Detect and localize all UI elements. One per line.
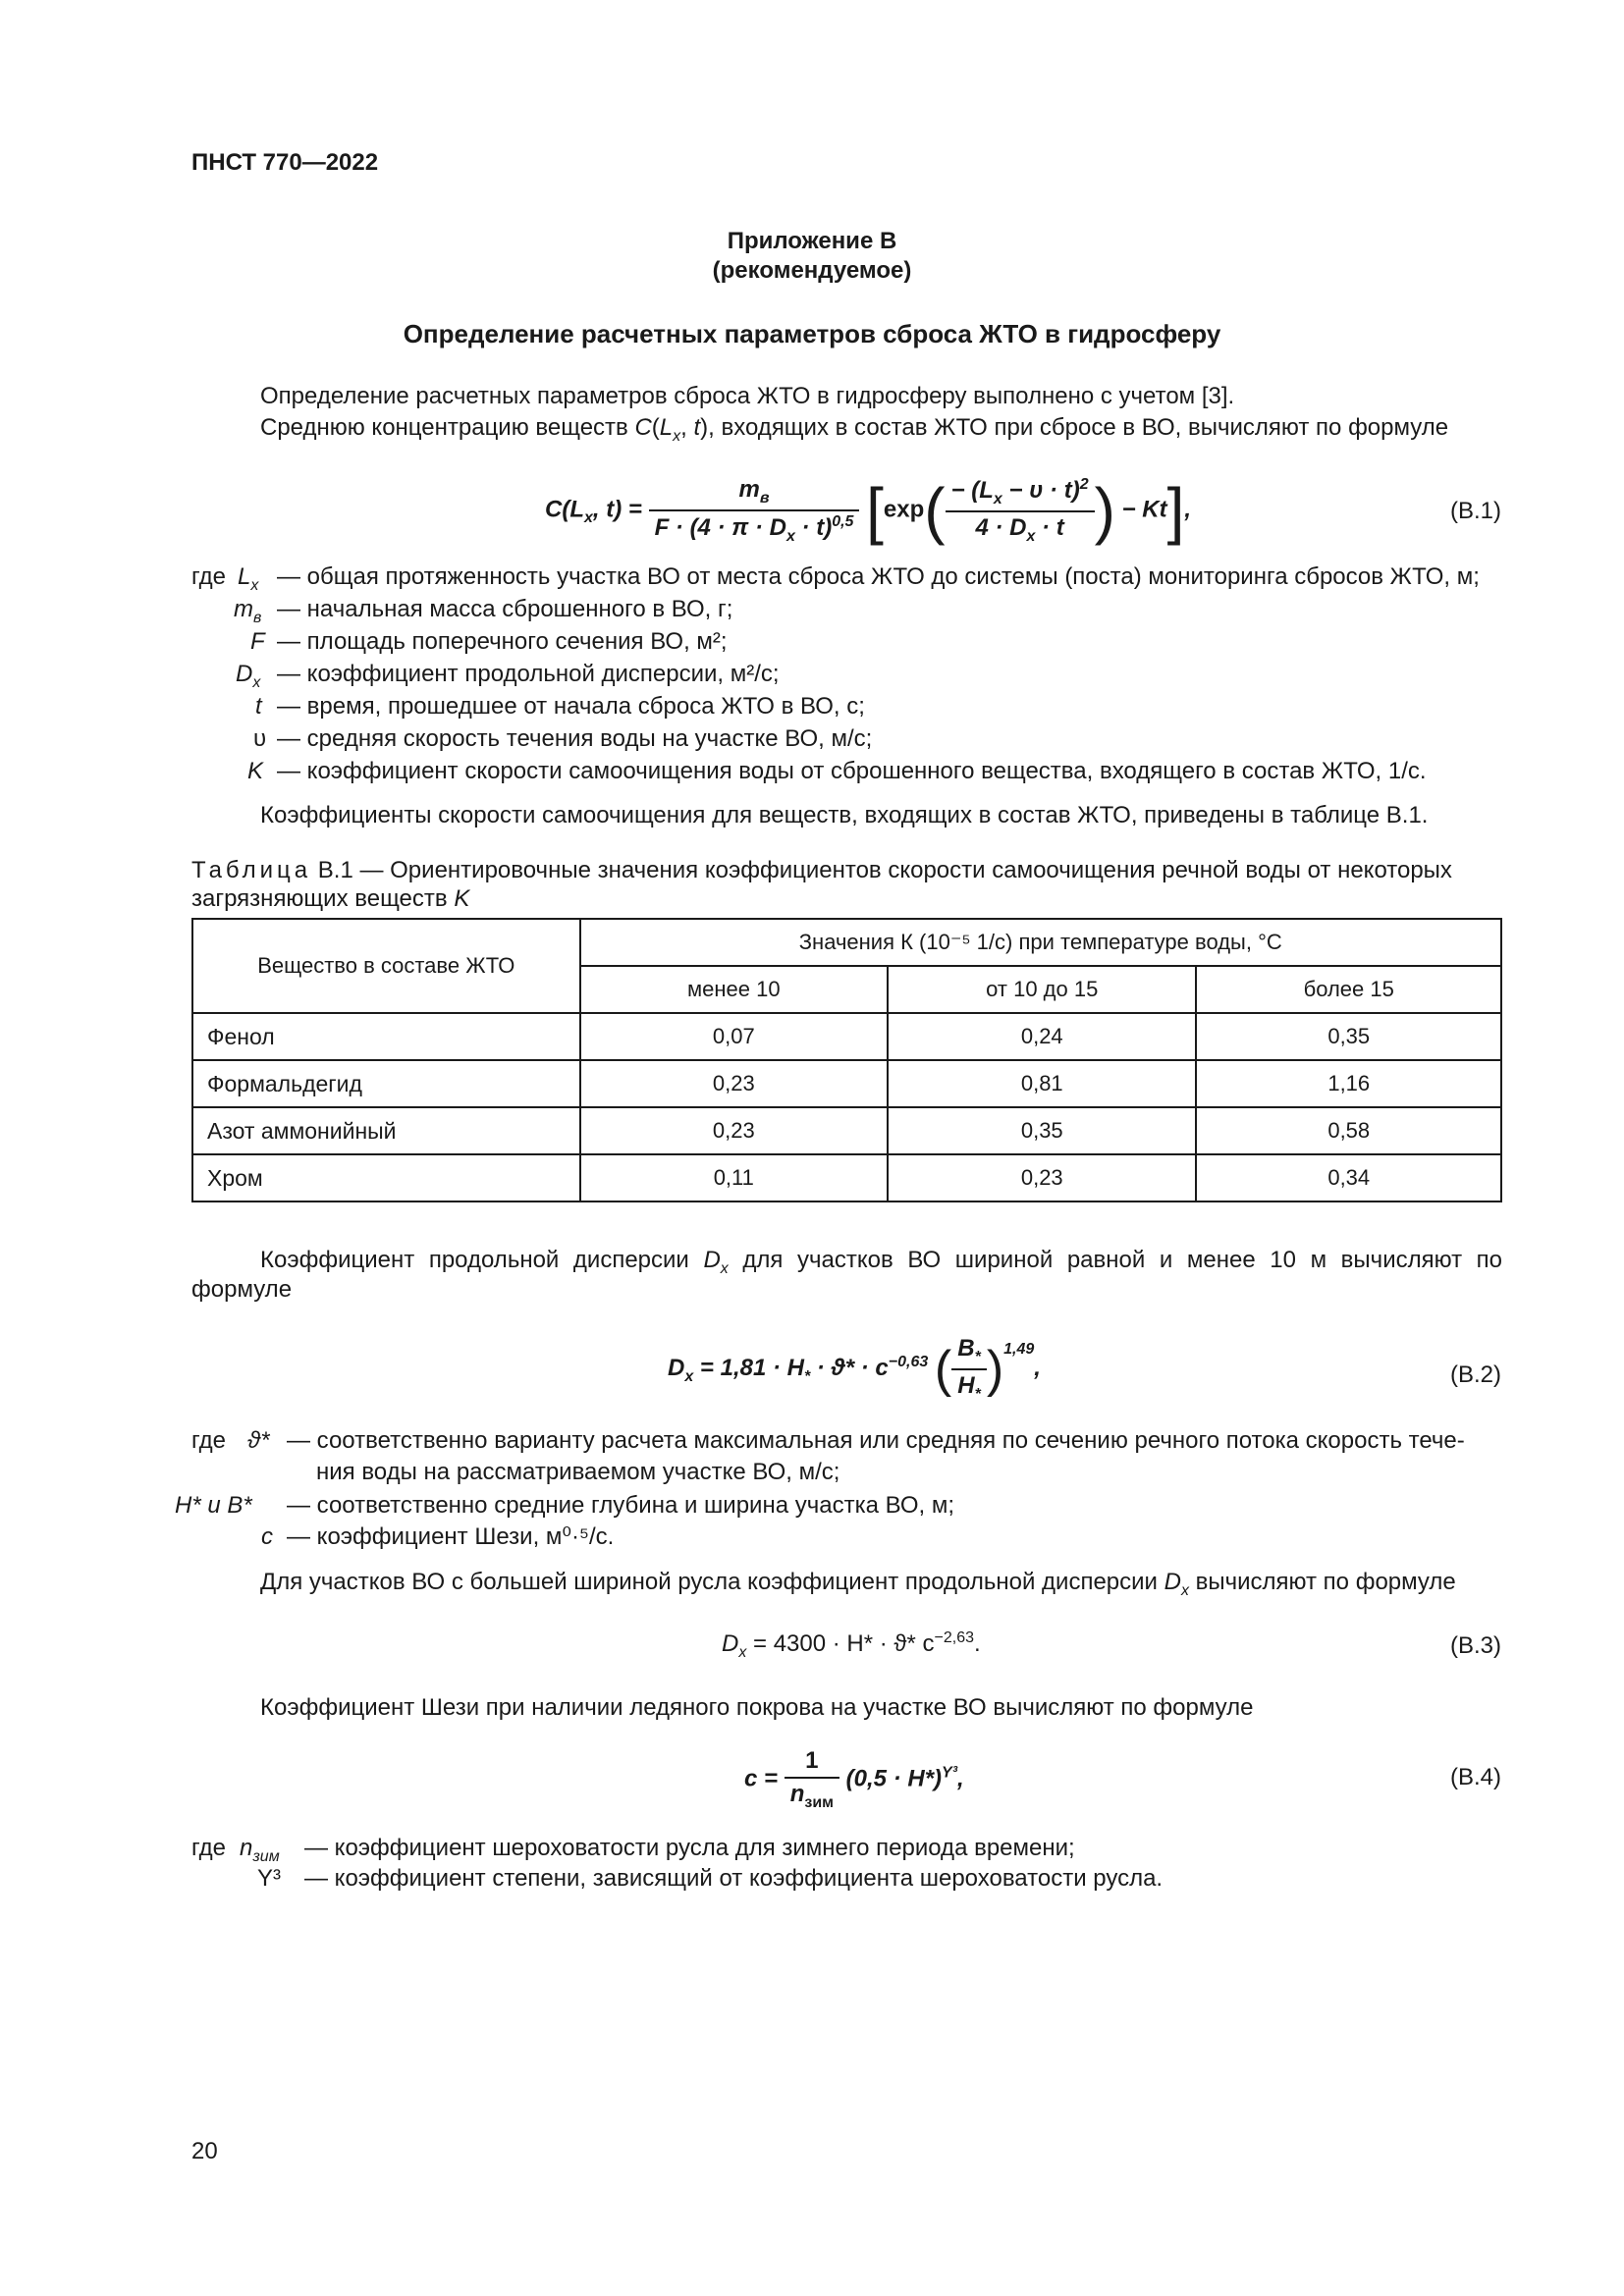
def-theta-cont: ния воды на рассматриваемом участке ВО, м/с; xyxy=(316,1459,840,1485)
appendix-title: Приложение В xyxy=(727,228,897,254)
def-n: — коэффициент шероховатости русла для зимнего периода времени; xyxy=(304,1835,1075,1861)
intro-paragraph-1: Определение расчетных параметров сброса ЖТО в гидросферу выполнено с учетом [3]. xyxy=(260,383,1235,409)
equation-b4: c = $\frac{1}{n_{зим}}$ $(0,5 \cdot H*)^{Y^3}$, xyxy=(744,1747,964,1811)
subheader-2: от 10 до 15 xyxy=(888,966,1196,1013)
table-row: Фенол 0,07 0,24 0,35 xyxy=(192,1013,1501,1060)
intro-paragraph-2: Среднюю концентрацию веществ $C(L_x$, t), входящих в состав ЖТО при сбросе в ВО, вычисляют по формуле xyxy=(260,414,1449,445)
table-row: Азот аммонийный 0,23 0,35 0,58 xyxy=(192,1107,1501,1154)
table-row: Хром 0,11 0,23 0,34 xyxy=(192,1154,1501,1201)
equation-b4-number: (В.4) xyxy=(1449,1764,1501,1790)
appendix-heading: Определение расчетных параметров сброса ЖТО в гидросферу xyxy=(403,319,1221,348)
def-Lx: — общая протяженность участка ВО от места сброса ЖТО до системы (поста) мониторинга сбросов ЖТО, м; xyxy=(277,563,1480,590)
intro-p2-start: Среднюю концентрацию веществ xyxy=(260,414,635,441)
def-v: — средняя скорость течения воды на участке ВО, м/с; xyxy=(277,725,873,752)
paragraph-wide: Для участков ВО с большей шириной русла коэффициент продольной дисперсии $D_x$ вычисляют по формуле xyxy=(260,1569,1456,1599)
document-id: ПНСТ 770—2022 xyxy=(191,149,379,176)
paragraph-chezy: Коэффициент Шези при наличии ледяного покрова на участке ВО вычисляют по формуле xyxy=(260,1694,1254,1721)
equation-b1-number: (В.1) xyxy=(1449,498,1501,524)
def-theta: — соответственно варианту расчета максимальная или средняя по сечению речного потока скорость тече- xyxy=(287,1427,1465,1454)
subheader-3: более 15 xyxy=(1196,966,1501,1013)
paragraph-dx-end: формуле xyxy=(191,1276,293,1303)
def-K: — коэффициент скорости самоочищения воды от сброшенного вещества, входящего в состав ЖТО, 1/с. xyxy=(277,758,1427,784)
intro-p2-end: , входящих в состав ЖТО при сбросе в ВО, вычисляют по формуле xyxy=(708,414,1449,441)
table-row: Формальдегид 0,23 0,81 1,16 xyxy=(192,1060,1501,1107)
def-c: — коэффициент Шези, м⁰·⁵/с. xyxy=(287,1523,615,1550)
def-F: — площадь поперечного сечения ВО, м²; xyxy=(277,628,728,655)
def-mv: — начальная масса сброшенного в ВО, г; xyxy=(277,596,733,622)
col-group-header: Значения К (10⁻⁵ 1/с) при температуре воды, °С xyxy=(580,919,1501,966)
table-caption: Таблица В.1 — Ориентировочные значения коэффициентов скорости самоочищения речной воды от некоторых xyxy=(191,857,1452,883)
equation-b2: $D_x = 1,81 \cdot H_* \cdot ϑ* \cdot c^{-0,63}$ ( $\frac{B_*}{H_*}$ )$^{1,49}$, xyxy=(668,1335,1041,1403)
equation-b3-number: (В.3) xyxy=(1449,1632,1501,1659)
coefficients-table xyxy=(191,918,1502,1202)
col-header-substance: Вещество в составе ЖТО xyxy=(192,919,580,1013)
page-number: 20 xyxy=(191,2138,218,2164)
coefficients-note: Коэффициенты скорости самоочищения для веществ, входящих в состав ЖТО, приведены в таблице В.1. xyxy=(260,802,1429,828)
def-H-B: — соответственно средние глубина и ширина участка ВО, м; xyxy=(287,1492,954,1519)
equation-b2-number: (В.2) xyxy=(1449,1362,1501,1388)
def-t: — время, прошедшее от начала сброса ЖТО в ВО, с; xyxy=(277,693,865,720)
equation-b1: $C(L_x$, t) = $\frac{m_в}{F \cdot (4 \cdot \pi \cdot D_x \cdot t)^{0,5}}$ [exp( $\frac{- (L_x - \upsilon \cdot t)^2}{4 \cdot D_x \cdot t}$ ) − Kt], xyxy=(545,475,1192,546)
def-Dx: — коэффициент продольной дисперсии, м²/с; xyxy=(277,661,780,687)
subheader-1: менее 10 xyxy=(580,966,889,1013)
paragraph-dx: Коэффициент продольной дисперсии $D_x$ для участков ВО шириной равной и менее 10 м вычисляют по xyxy=(260,1247,1503,1277)
def-Y: — коэффициент степени, зависящий от коэффициента шероховатости русла. xyxy=(304,1865,1164,1892)
table-caption-line2: загрязняющих веществ K xyxy=(191,885,470,912)
equation-b3: $D_x = 4300 \cdot H* \cdot ϑ*$ $c^{-2,63}$. xyxy=(722,1629,981,1661)
appendix-status: (рекомендуемое) xyxy=(712,257,912,284)
